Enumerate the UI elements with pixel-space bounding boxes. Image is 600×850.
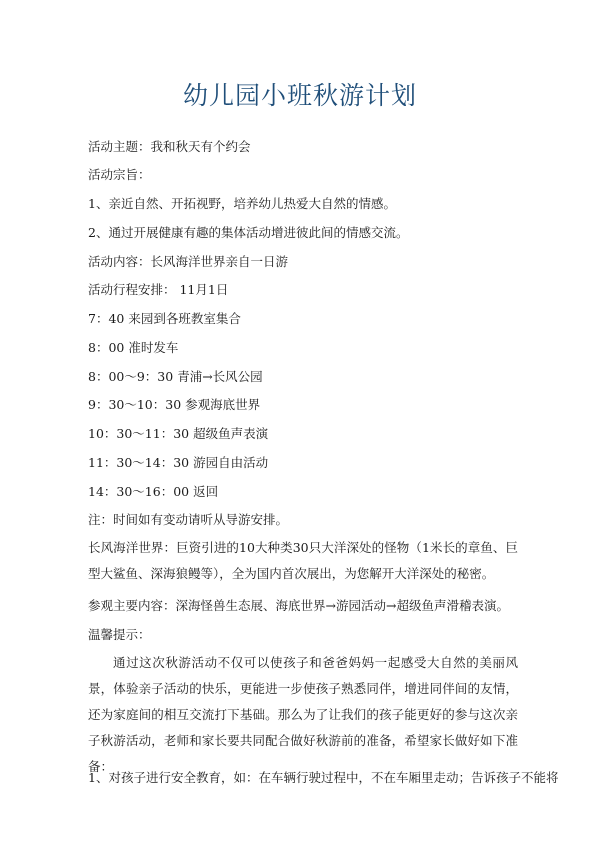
schedule-item: 8：00～9：30 青浦→长风公园: [88, 369, 263, 384]
purpose-item-2: 2、通过开展健康有趣的集体活动增进彼此间的情感交流。: [88, 225, 409, 240]
tips-paragraph: 通过这次秋游活动不仅可以使孩子和爸爸妈妈一起感受大自然的美丽风景，体验亲子活动的快乐，更能进一步使孩子熟悉同伴，增进同伴间的友情，还为家庭间的相互交流打下基础。那么为了让我们的孩子能更好的参与这次亲子秋游活动，老师和家长要共同配合做好秋游前的准备，希望家长做好如下准备：: [88, 655, 518, 774]
document-title: 幼儿园小班秋游计划: [182, 81, 417, 110]
activity-content: 活动内容：长风海洋世界亲自一日游: [88, 254, 289, 269]
schedule-item: 14：30～16：00 返回: [88, 484, 219, 499]
schedule-note: 注：时间如有变动请听从导游安排。: [88, 512, 289, 527]
visit-contents: 参观主要内容：深海怪兽生态展、海底世界→游园活动→超级鱼声滑稽表演。: [88, 598, 509, 613]
schedule-item: 11：30～14：30 游园自由活动: [88, 455, 269, 470]
schedule-item: 9：30～10：30 参观海底世界: [88, 397, 261, 412]
ocean-world-description: 长风海洋世界：巨资引进的10大种类30只大洋深处的怪物（1米长的章鱼、巨型大鲨鱼、深海狼鳗等），全为国内首次展出，为您解开大洋深处的秘密。: [88, 540, 518, 581]
purpose-item-1: 1、亲近自然、开拓视野，培养幼儿热爱大自然的情感。: [88, 196, 396, 211]
schedule-heading: 活动行程安排： 11月1日: [88, 282, 229, 297]
activity-theme: 活动主题：我和秋天有个约会: [88, 139, 251, 154]
tip-item-1: 1、对孩子进行安全教育，如：在车辆行驶过程中，不在车厢里走动；告诉孩子不能将: [88, 770, 559, 785]
tips-heading: 温馨提示：: [88, 627, 151, 642]
schedule-item: 7：40 来园到各班教室集合: [88, 311, 241, 326]
schedule-item: 10：30～11：30 超级鱼声表演: [88, 426, 269, 441]
activity-purpose-heading: 活动宗旨：: [88, 167, 151, 182]
schedule-item: 8：00 准时发车: [88, 340, 179, 355]
